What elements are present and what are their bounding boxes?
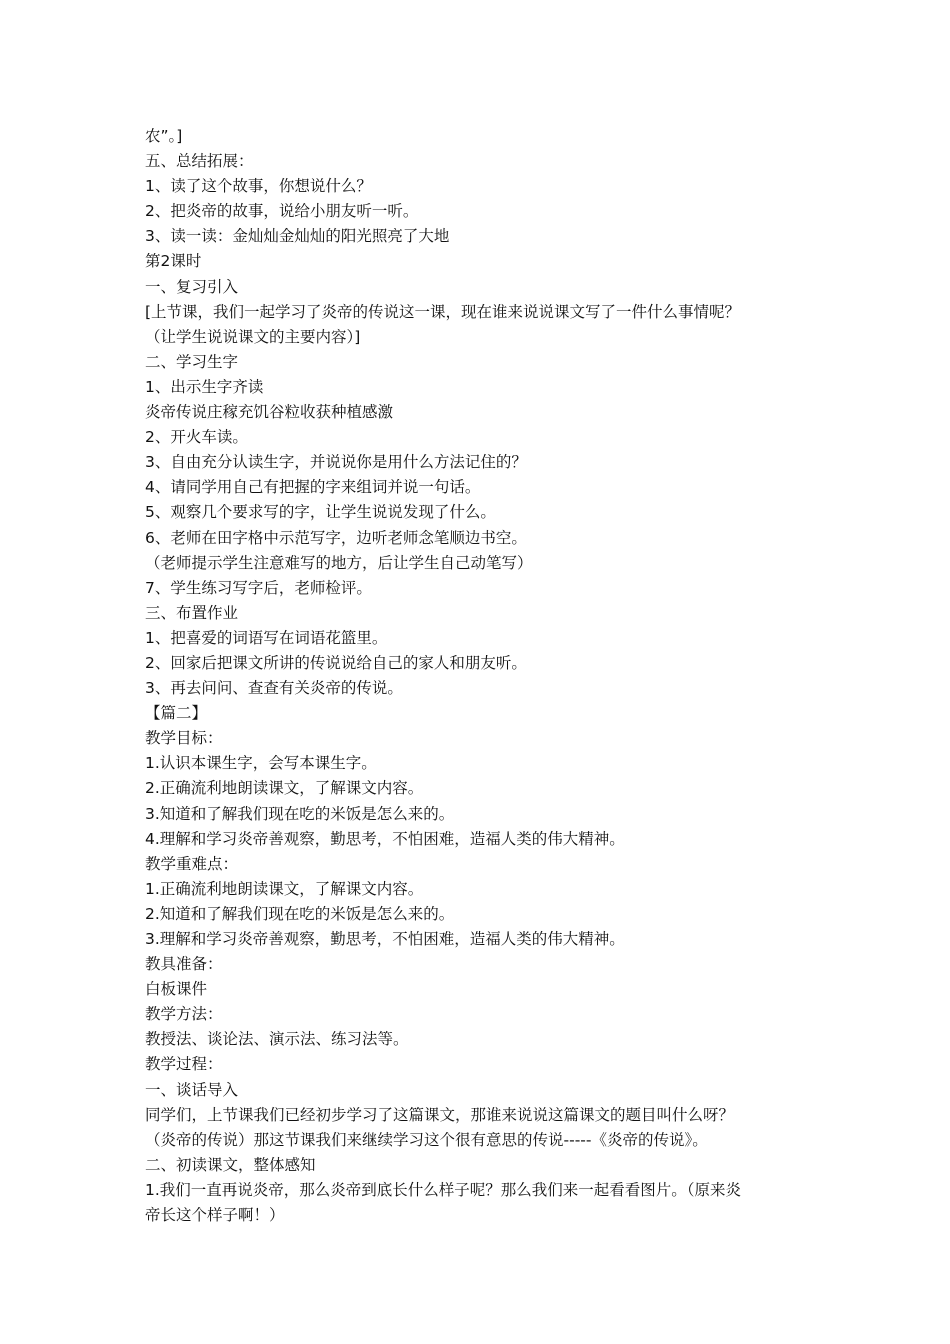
section-heading: 教学方法：: [145, 1005, 223, 1024]
section-heading: 教学重难点：: [145, 854, 239, 873]
text-line: 同学们，上节课我们已经初步学习了这篇课文，那谁来说说这篇课文的题目叫什么呀？: [145, 1105, 735, 1124]
list-item: 1、读了这个故事，你想说什么？: [145, 177, 372, 196]
section-heading: 一、谈话导入: [145, 1080, 239, 1099]
section-heading: 教具准备：: [145, 955, 223, 974]
text-line: 白板课件: [145, 980, 208, 999]
text-line: 农”。]: [145, 127, 183, 145]
section-heading: 教学目标：: [145, 729, 223, 748]
text-line: （老师提示学生注意难写的地方，后让学生自己动笔写）: [145, 553, 533, 572]
section-heading: 教学过程：: [145, 1055, 223, 1074]
document-body: [145, 124, 815, 1228]
section-heading: 一、复习引入: [145, 277, 239, 296]
list-item: 1.我们一直再说炎帝，那么炎帝到底长什么样子呢？那么我们来一起看看图片。（原来炎: [145, 1180, 742, 1199]
text-line: 炎帝传说庄稼充饥谷粒收获种植感激: [145, 403, 394, 422]
section-heading: 二、学习生字: [145, 352, 239, 371]
lesson-heading: 第2课时: [145, 252, 202, 271]
list-item: 2.正确流利地朗读课文，了解课文内容。: [145, 779, 424, 798]
list-item: 3.知道和了解我们现在吃的米饭是怎么来的。: [145, 804, 455, 823]
list-item: 3、读一读：金灿灿金灿灿的阳光照亮了大地: [145, 227, 450, 246]
list-item: 6、老师在田字格中示范写字，边听老师念笔顺边书空。: [145, 528, 527, 547]
text-line: 教授法、谈论法、演示法、练习法等。: [145, 1030, 409, 1049]
list-item: 1、把喜爱的词语写在词语花篮里。: [145, 628, 388, 647]
section-heading: 三、布置作业: [145, 603, 239, 622]
part-heading: 【篇二】: [145, 704, 208, 723]
list-item: 1、出示生字齐读: [145, 377, 264, 396]
text-line: （炎帝的传说）那这节课我们来继续学习这个很有意思的传说-----《炎帝的传说》。: [145, 1130, 708, 1149]
list-item: 4.理解和学习炎帝善观察，勤思考，不怕困难，造福人类的伟大精神。: [145, 829, 625, 848]
list-item: 2、回家后把课文所讲的传说说给自己的家人和朋友听。: [145, 653, 527, 672]
list-item: 5、观察几个要求写的字，让学生说说发现了什么。: [145, 503, 496, 522]
list-item: 2、把炎帝的故事，说给小朋友听一听。: [145, 202, 419, 221]
list-item: 1.正确流利地朗读课文，了解课文内容。: [145, 879, 424, 898]
text-line: （让学生说说课文的主要内容）]: [145, 327, 361, 346]
text-line: 帝长这个样子啊！）: [145, 1206, 285, 1225]
list-item: 3.理解和学习炎帝善观察，勤思考，不怕困难，造福人类的伟大精神。: [145, 930, 625, 948]
list-item: 2、开火车读。: [145, 428, 248, 447]
list-item: 2.知道和了解我们现在吃的米饭是怎么来的。: [145, 904, 455, 923]
list-item: 4、请同学用自己有把握的字来组词并说一句话。: [145, 478, 481, 497]
list-item: 1.认识本课生字，会写本课生字。: [145, 754, 377, 773]
list-item: 3、自由充分认读生字，并说说你是用什么方法记住的？: [145, 453, 527, 472]
section-heading: 二、初读课文，整体感知: [145, 1155, 316, 1174]
section-heading: 五、总结拓展：: [145, 152, 254, 171]
list-item: 3、再去问问、查查有关炎帝的传说。: [145, 679, 403, 698]
text-line: [上节课，我们一起学习了炎帝的传说这一课，现在谁来说说课文写了一件什么事情呢？: [145, 302, 741, 321]
list-item: 7、学生练习写字后，老师检评。: [145, 578, 372, 597]
